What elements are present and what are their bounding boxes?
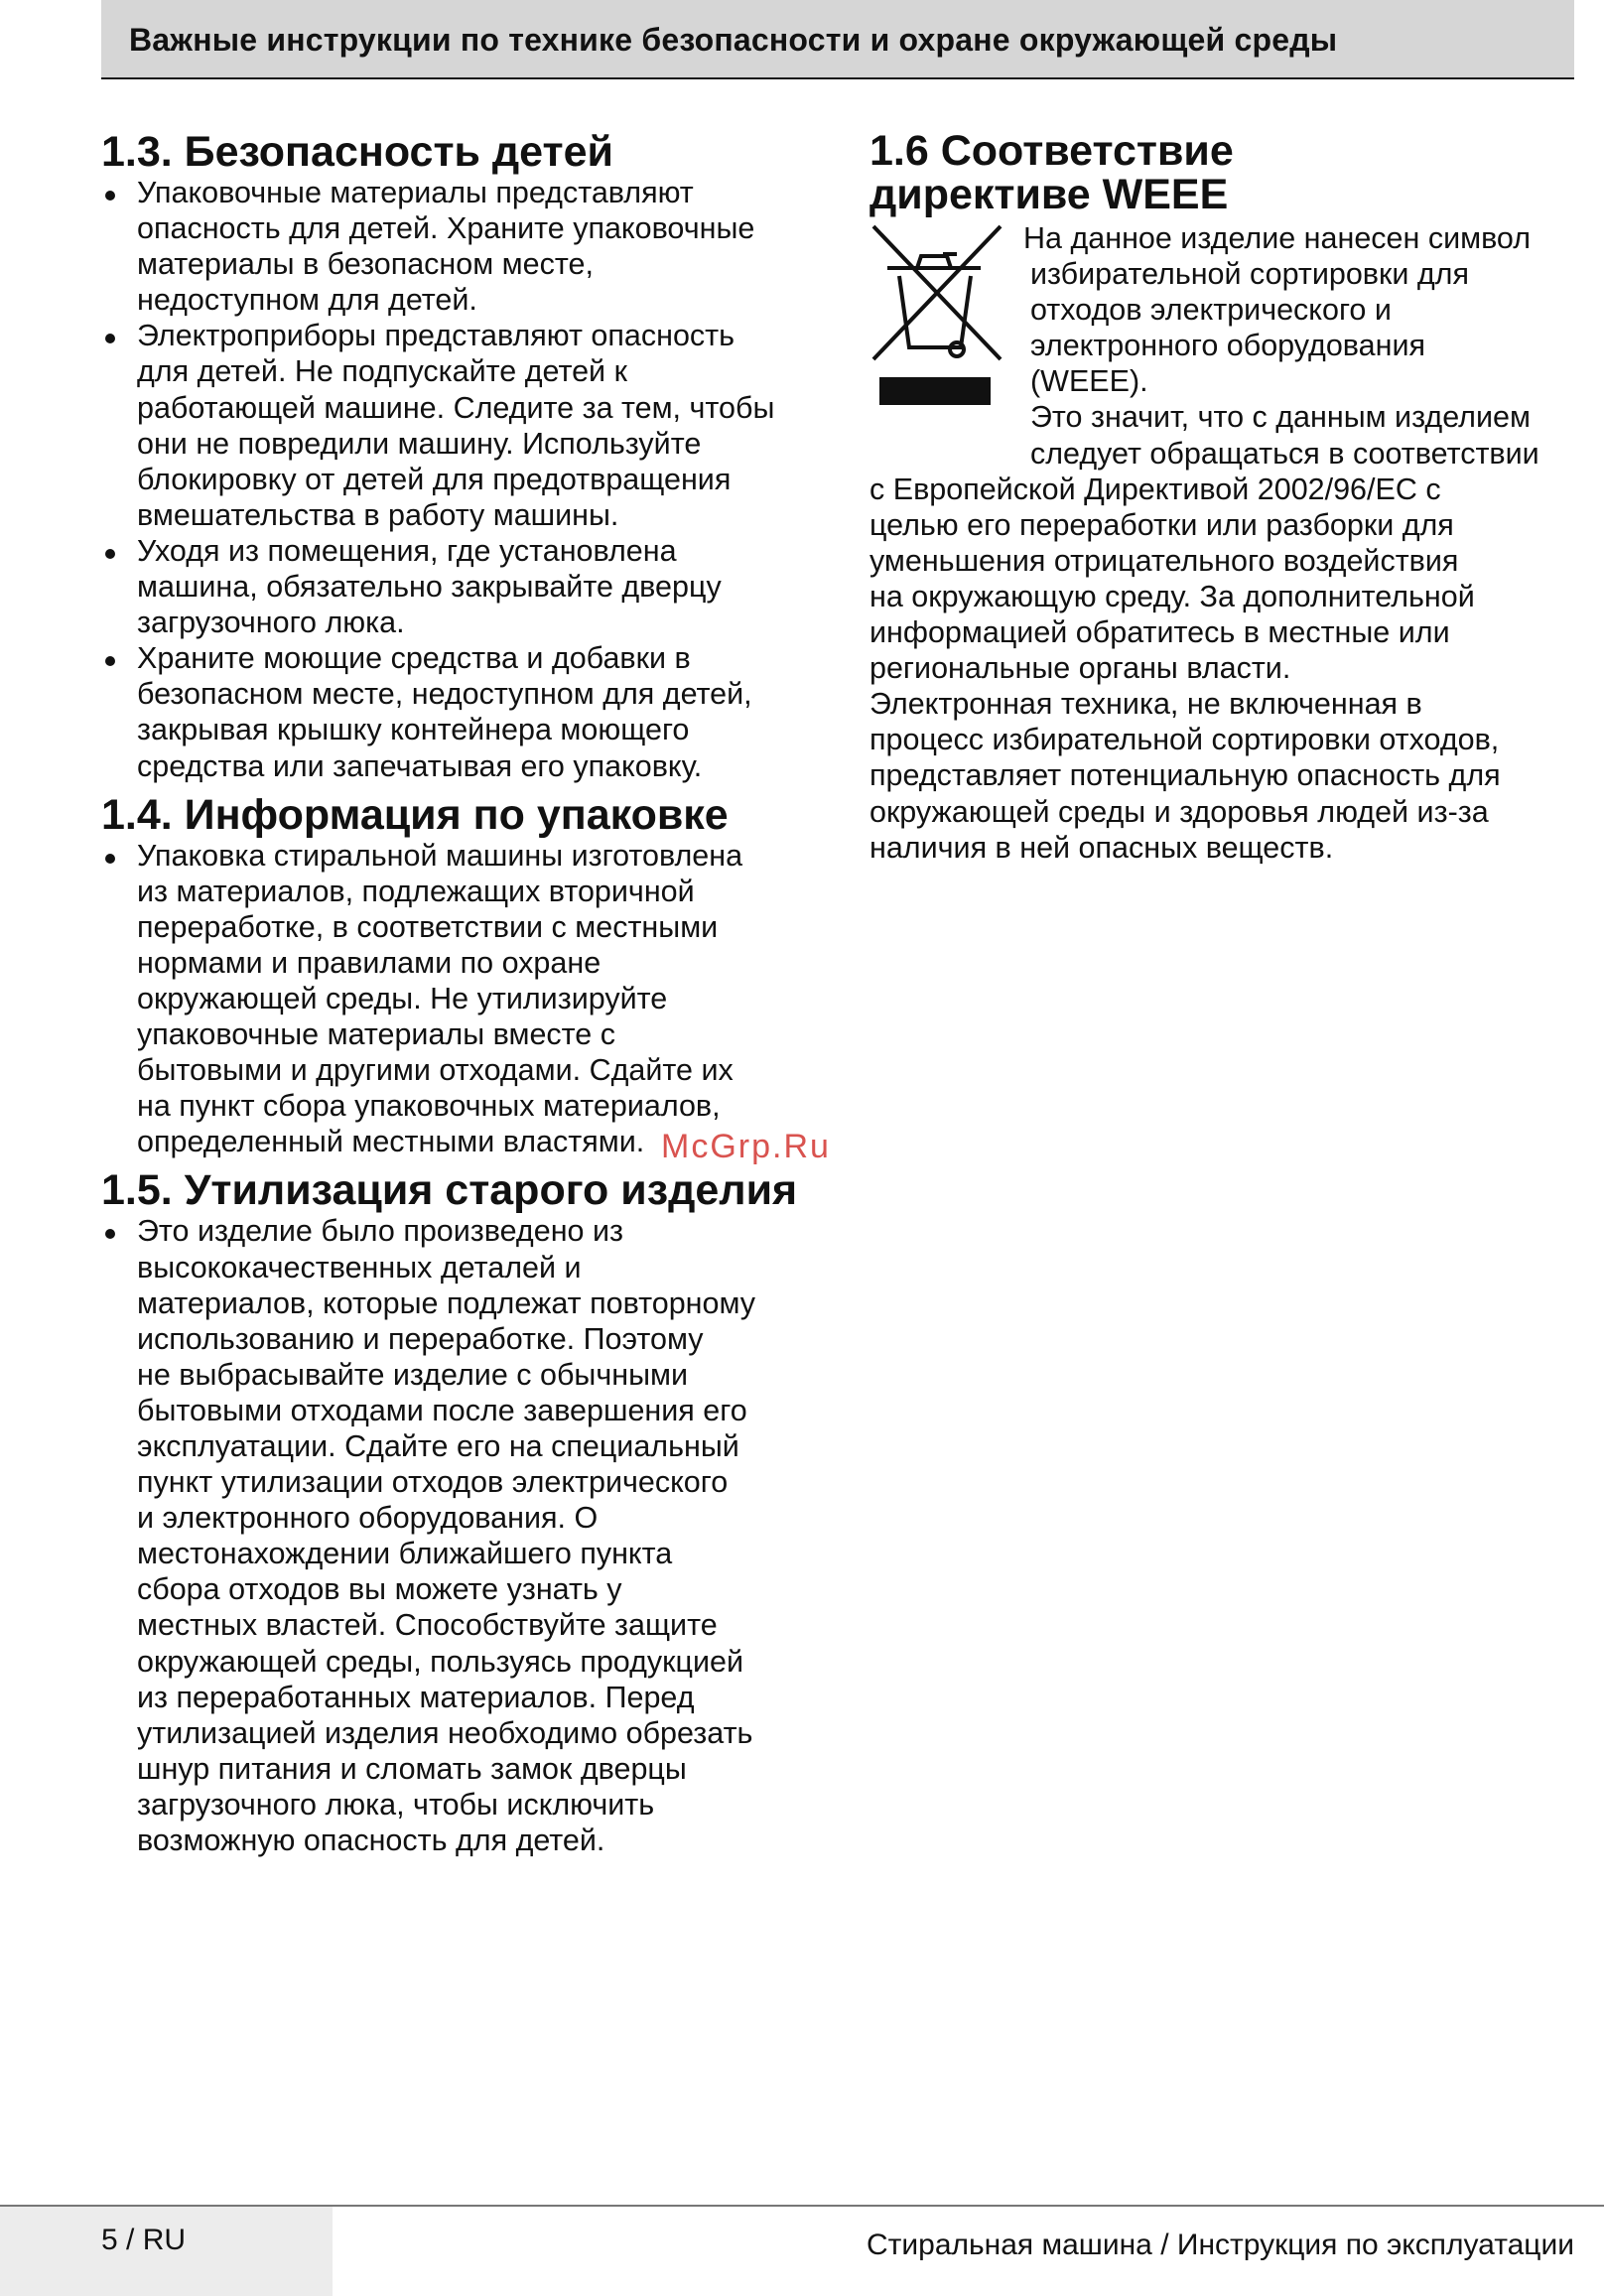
weee-text-first: На данное изделие нанесен символ <box>1023 221 1532 255</box>
page-header-title: Важные инструкции по технике безопасности и охране окружающей среды <box>129 22 1338 58</box>
section-heading-weee-line1: 1.6 Соответствие <box>869 127 1234 175</box>
weee-text-below: с Европейской Директивой 2002/96/EC с целью его переработки или разборки для уменьшения отрицательного воздействия на окружающую среду. За дополнительной информацией обратитесь в местные или региональные органы власти. Электронная техника, не включенная в процесс избирательной сортировки отходов, представляет потенциальную опасность для окружающей среды и здоровья людей из-за наличия в ней опасных веществ. <box>869 472 1501 865</box>
header-bar <box>101 0 1574 79</box>
section-heading-packaging: 1.4. Информация по упаковке <box>101 790 729 839</box>
section-heading-weee-line2: директиве WEEE <box>869 171 1229 218</box>
left-column <box>101 129 816 1858</box>
list-item: Электроприборы представляют опасность для детей. Не подпускайте детей к работающей машине. Следите за тем, чтобы они не повредили машину. Используйте блокировку от детей для предотвращения вмешательства в работу машины. <box>101 318 816 533</box>
section-heading-child-safety: 1.3. Безопасность детей <box>101 128 613 176</box>
section-heading-disposal: 1.5. Утилизация старого изделия <box>101 1166 798 1215</box>
footer-page-number: 5 / RU <box>101 2224 187 2256</box>
packaging-list <box>101 838 816 1160</box>
list-item: Это изделие было произведено из высококачественных деталей и материалов, которые подлежат повторному использованию и переработке. Поэтому не выбрасывайте изделие с обычными бытовыми отходами после завершения его эксплуатации. Сдайте его на специальный пункт утилизации отходов электрического и электронного оборудования. О местонахождении ближайшего пункта сбора отходов вы можете узнать у местных властей. Способствуйте защите окружающей среды, пользуясь продукцией из переработанных материалов. Перед утилизацией изделия необходимо обрезать шнур питания и сломать замок дверцы загрузочного люка, чтобы исключить возможную опасность для детей. <box>101 1213 816 1858</box>
list-item: Уходя из помещения, где установлена машина, обязательно закрывайте дверцу загрузочного люка. <box>101 533 816 640</box>
list-item: Храните моющие средства и добавки в безопасном месте, недоступном для детей, закрывая крышку контейнера моющего средства или запечатывая его упаковку. <box>101 640 816 783</box>
watermark: McGrp.Ru <box>661 1128 831 1165</box>
footer-document-title: Стиральная машина / Инструкция по эксплуатации <box>866 2228 1574 2261</box>
crossed-out-wheelie-bin-icon <box>869 220 1010 419</box>
list-item: Упаковочные материалы представляют опасность для детей. Храните упаковочные материалы в безопасном месте, недоступном для детей. <box>101 175 816 318</box>
list-item: Упаковка стиральной машины изготовлена из материалов, подлежащих вторичной переработке, в соответствии с местными нормами и правилами по охране окружающей среды. Не утилизируйте упаковочные материалы вместе с бытовыми и другими отходами. Сдайте их на пункт сбора упаковочных материалов, определенный местными властями. <box>101 838 816 1160</box>
child-safety-list <box>101 175 816 784</box>
right-column <box>869 129 1584 866</box>
weee-block <box>869 220 1584 866</box>
weee-text-beside: избирательной сортировки для отходов электрического и электронного оборудования (WEEE). Это значит, что с данным изделием следует обращаться в соответствии <box>1030 257 1539 471</box>
disposal-list <box>101 1213 816 1858</box>
